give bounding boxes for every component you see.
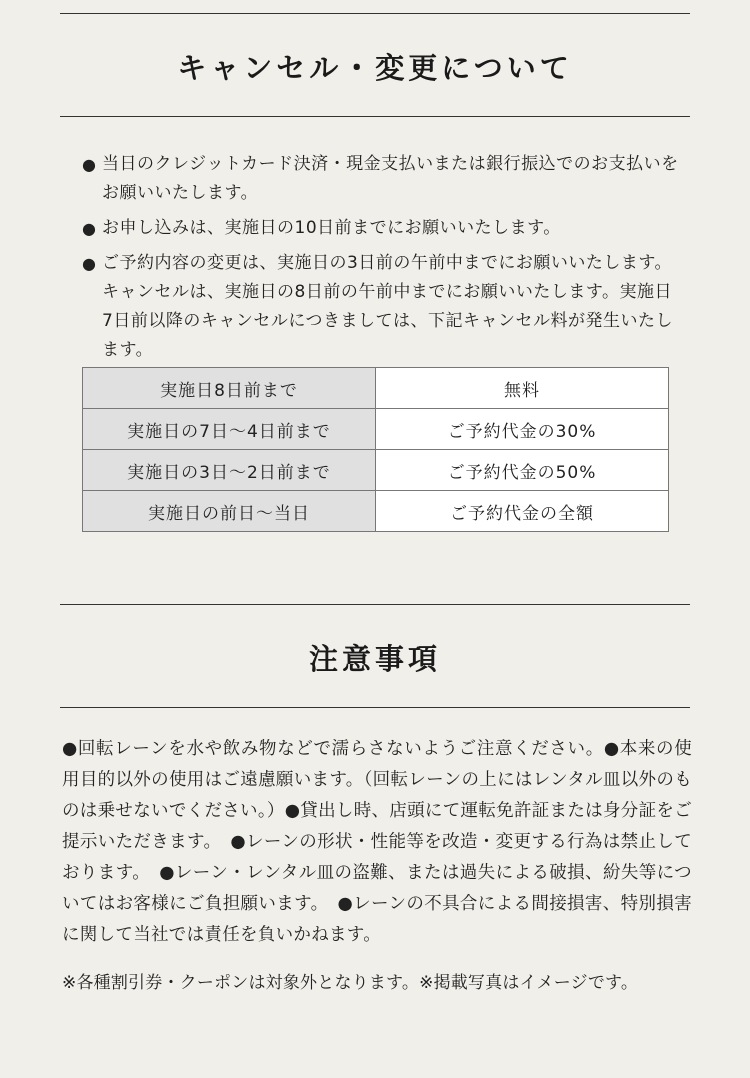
cancellation-fee-table bbox=[82, 367, 669, 532]
notes-title-divider bbox=[60, 707, 690, 708]
cancel-title-divider bbox=[60, 116, 690, 117]
bullet-text: 当日のクレジットカード決済・現金支払いまたは銀行振込でのお支払いをお願いいたします。 bbox=[102, 154, 679, 203]
fee-period-cell: 実施日の前日～当日 bbox=[83, 491, 376, 532]
fee-period-cell: 実施日の7日～4日前まで bbox=[83, 409, 376, 450]
bullet-mark: ● bbox=[82, 155, 97, 174]
notes-section-title: 注意事項 bbox=[308, 642, 441, 676]
bullet-text: ご予約内容の変更は、実施日の3日前の午前中までにお願いいたします。キャンセルは、実施日の8日前の午前中までにお願いいたします。実施日7日前以降のキャンセルにつきましては、下記キャンセル料が発生いたします。 bbox=[102, 253, 673, 360]
footnote: ※各種割引券・クーポンは対象外となります。※掲載写真はイメージです。 bbox=[62, 973, 639, 993]
table-row bbox=[83, 368, 669, 409]
fee-amount-cell: ご予約代金の50% bbox=[376, 450, 669, 491]
bullet-mark: ● bbox=[82, 219, 97, 238]
table-row bbox=[83, 409, 669, 450]
fee-period-cell: 実施日の3日～2日前まで bbox=[83, 450, 376, 491]
bullet-text: お申し込みは、実施日の10日前までにお願いいたします。 bbox=[102, 218, 561, 238]
bullet-item bbox=[82, 150, 682, 208]
fee-amount-cell: ご予約代金の全額 bbox=[376, 491, 669, 532]
bullet-item bbox=[82, 214, 682, 243]
cancel-section-title: キャンセル・変更について bbox=[177, 51, 573, 85]
table-row bbox=[83, 491, 669, 532]
top-divider bbox=[60, 13, 690, 14]
fee-amount-cell: 無料 bbox=[376, 368, 669, 409]
fee-amount-cell: ご予約代金の30% bbox=[376, 409, 669, 450]
table-row bbox=[83, 450, 669, 491]
fee-period-cell: 実施日8日前まで bbox=[83, 368, 376, 409]
notes-top-divider bbox=[60, 604, 690, 605]
cancel-bullet-list bbox=[82, 150, 682, 371]
bullet-mark: ● bbox=[82, 254, 97, 273]
notes-body: ●回転レーンを水や飲み物などで濡らさないようご注意ください。●本来の使用目的以外の使用はご遠慮願います。（回転レーンの上にはレンタル皿以外のものは乗せないでください。）●貸出し時、店頭にて運転免許証または身分証をご提示いただきます。 ●レーンの形状・性能等を改造・変更する行為は禁止しております。 ●レーン・レンタル皿の盗難、または過失による破損、紛失等についてはお客様にご負担願います。 ●レーンの不具合による間接損害、特別損害に関して当社では責任を負いかねます。 bbox=[62, 739, 692, 945]
bullet-item bbox=[82, 249, 682, 365]
